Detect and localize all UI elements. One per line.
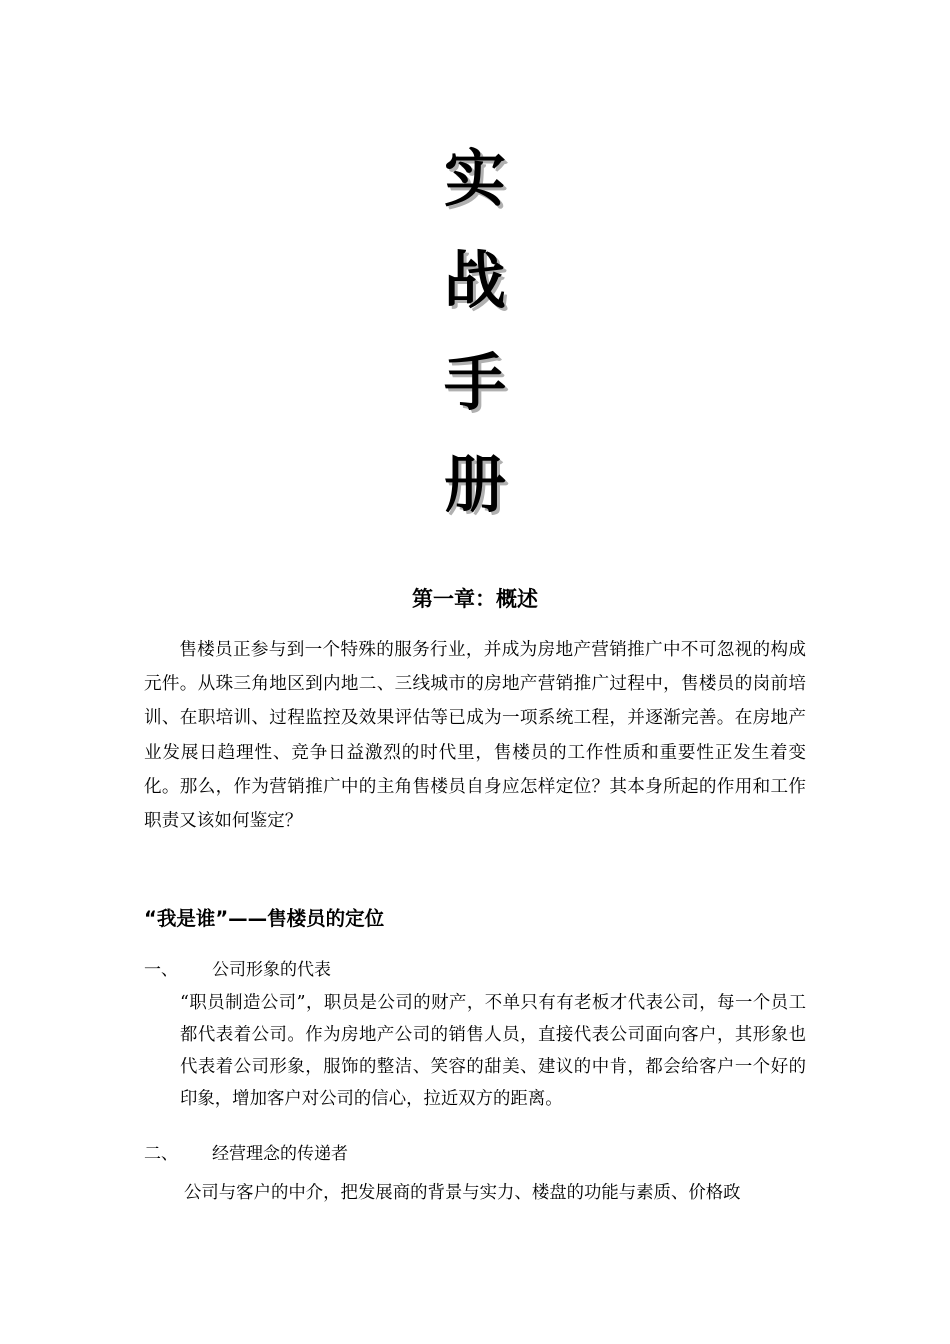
item-1-title: 公司形象的代表 (212, 960, 331, 980)
item-1-number: 一、 (144, 960, 178, 980)
title-char-2: 战 (443, 244, 506, 317)
item-1-body: “职员制造公司”，职员是公司的财产，不单只有有老板才代表公司，每一个员工都代表着公司。作为房地产公司的销售人员，直接代表公司面向客户，其形象也代表着公司形象，服饰的整洁、笑容的甜美、建议的中肯，都会给客户一个好的印象，增加客户对公司的信心，拉近双方的距离。 (180, 993, 806, 1109)
title-char-3: 手 (443, 346, 506, 419)
title-char-4: 册 (443, 448, 506, 521)
section-heading: “我是谁”——售楼员的定位 (144, 907, 385, 930)
item-2-number: 二、 (144, 1144, 178, 1164)
item-2-title: 经营理念的传递者 (212, 1144, 348, 1164)
chapter-heading: 第一章：概述 (412, 587, 538, 611)
item-2-body: 公司与客户的中介，把发展商的背景与实力、楼盘的功能与素质、价格政 (184, 1183, 741, 1203)
intro-paragraph: 售楼员正参与到一个特殊的服务行业，并成为房地产营销推广中不可忽视的构成元件。从珠三角地区到内地二、三线城市的房地产营销推广过程中，售楼员的岗前培训、在职培训、过程监控及效果评估等已成为一项系统工程，并逐渐完善。在房地产业发展日趋理性、竞争日益激烈的时代里，售楼员的工作性质和重要性正发生着变化。那么，作为营销推广中的主角售楼员自身应怎样定位？其本身所起的作用和工作职责又该如何鉴定？ (144, 640, 806, 832)
title-char-1: 实 (443, 142, 506, 215)
